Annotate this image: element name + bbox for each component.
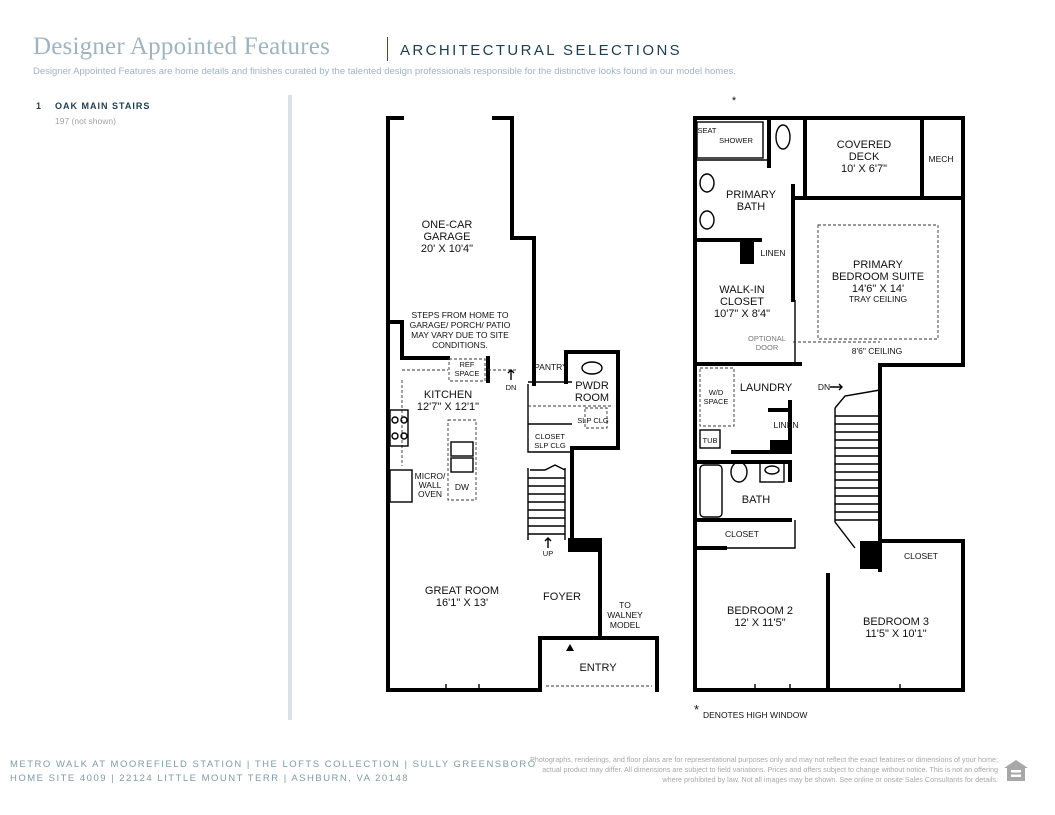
- high-window-asterisk: *: [731, 95, 737, 107]
- primary-bath-label-2: BATH: [736, 201, 766, 213]
- optional-door-label: OPTIONAL: [748, 334, 786, 343]
- powder-label: PWDR: [575, 380, 609, 392]
- pantry-label: PANTRY: [534, 362, 568, 372]
- closet-left-label: CLOSET: [724, 529, 760, 539]
- garage-label: ONE-CAR: [421, 219, 473, 231]
- covered-deck-label-2: DECK: [848, 151, 880, 163]
- high-window-mark: *: [694, 702, 700, 717]
- laundry-label: LAUNDRY: [739, 382, 793, 394]
- covered-deck-label: COVERED: [836, 139, 892, 151]
- linen-label-2: LINEN: [773, 420, 799, 430]
- page-subtitle: ARCHITECTURAL SELECTIONS: [400, 42, 683, 59]
- garage-note-3: MAY VARY DUE TO SITE: [411, 330, 509, 340]
- garage-label-2: GARAGE: [423, 231, 471, 243]
- dn-label: DN: [505, 383, 517, 392]
- linen-label-1: LINEN: [760, 248, 786, 258]
- garage-dims: 20' X 10'4": [420, 243, 474, 255]
- tub-label: TUB: [702, 436, 718, 445]
- upper-stairs: [835, 390, 880, 548]
- seat-label: SEAT: [697, 126, 717, 135]
- bedroom2-dims: 12' X 11'5": [734, 617, 786, 629]
- closet-label: CLOSET: [534, 432, 566, 441]
- bedroom3-dims: 11'5" X 10'1": [865, 628, 927, 640]
- ceiling-label: 8'6" CEILING: [851, 346, 903, 356]
- kitchen-label: KITCHEN: [423, 389, 473, 401]
- upper-level-plan: [694, 95, 963, 720]
- footer-address: HOME SITE 4009 | 22124 LITTLE MOUNT TERR | ASHBURN, VA 20148: [10, 773, 410, 784]
- garage-note-2: GARAGE/ PORCH/ PATIO: [409, 320, 511, 330]
- page-title: Designer Appointed Features: [33, 33, 331, 60]
- footer-community: METRO WALK AT MOOREFIELD STATION | THE LOFTS COLLECTION | SULLY GREENSBORO: [10, 759, 537, 770]
- optional-door-label-2: DOOR: [755, 343, 779, 352]
- entry-label: ENTRY: [579, 662, 617, 674]
- wd-space-label-2: SPACE: [703, 397, 729, 406]
- wd-space-label: W/D: [708, 388, 724, 397]
- mech-label: MECH: [928, 154, 954, 164]
- ref-space-label: REF: [459, 360, 475, 369]
- high-window-note: DENOTES HIGH WINDOW: [703, 710, 808, 720]
- equal-housing-icon: [1003, 759, 1029, 783]
- primary-bedroom-label-2: BEDROOM SUITE: [831, 271, 925, 283]
- dw-label: DW: [454, 482, 470, 492]
- ref-space-label-2: SPACE: [454, 369, 480, 378]
- walkin-dims: 10'7" X 8'4": [713, 308, 771, 320]
- micro-label-3: OVEN: [417, 489, 443, 499]
- shower-label: SHOWER: [719, 136, 753, 145]
- slp-clg-label: SLP CLG: [577, 416, 609, 425]
- walkin-label-2: CLOSET: [719, 296, 765, 308]
- selection-name: OAK MAIN STAIRS: [55, 101, 151, 111]
- bath-label: BATH: [741, 494, 771, 506]
- foyer-label: FOYER: [543, 591, 581, 603]
- kitchen-dims: 12'7" X 12'1": [416, 401, 480, 413]
- primary-bedroom-label: PRIMARY: [853, 259, 903, 271]
- selection-number: 1: [36, 101, 42, 111]
- garage-note-1: STEPS FROM HOME TO: [411, 310, 509, 320]
- primary-bath-label: PRIMARY: [726, 189, 776, 201]
- to-walney-label: TO: [619, 600, 631, 610]
- micro-label: MICRO/: [414, 471, 446, 481]
- dn-label-upper: DN: [817, 382, 831, 392]
- walkin-label: WALK-IN: [719, 284, 765, 296]
- up-label: UP: [542, 549, 554, 558]
- closet-right-label: CLOSET: [903, 551, 939, 561]
- selection-note: 197 (not shown): [55, 116, 116, 126]
- micro-label-2: WALL: [418, 480, 442, 490]
- bedroom3-label: BEDROOM 3: [862, 616, 930, 628]
- great-room-label: GREAT ROOM: [424, 585, 500, 597]
- powder-label-2: ROOM: [574, 392, 610, 404]
- covered-deck-dims: 10' X 6'7": [840, 163, 888, 175]
- garage-note-4: CONDITIONS.: [432, 340, 488, 350]
- main-level-plan: [388, 118, 657, 692]
- closet-label-2: SLP CLG: [534, 441, 566, 450]
- great-room-dims: 16'1" X 13': [435, 597, 489, 609]
- bedroom2-label: BEDROOM 2: [726, 605, 794, 617]
- to-walney-label-3: MODEL: [609, 620, 641, 630]
- page-description: Designer Appointed Features are home details and finishes curated by the talented design professionals responsible for the distinctive looks found in our model homes.: [33, 66, 736, 77]
- to-walney-label-2: WALNEY: [607, 610, 643, 620]
- footer-disclaimer: Photographs, renderings, and floor plans are for representational purposes only and may not reflect the exact features or dimensions of your home; actual product may differ. All dimensions are subject to field variations. Prices and offers subject to change without notice. This is not an offering where prohibited by law. Not all images may be shown. See online or onsite Sales Consultants for details.: [530, 755, 998, 784]
- primary-bedroom-dims: 14'6" X 14': [851, 283, 905, 295]
- primary-bedroom-note: TRAY CEILING: [848, 294, 908, 304]
- main-stairs: [528, 465, 565, 540]
